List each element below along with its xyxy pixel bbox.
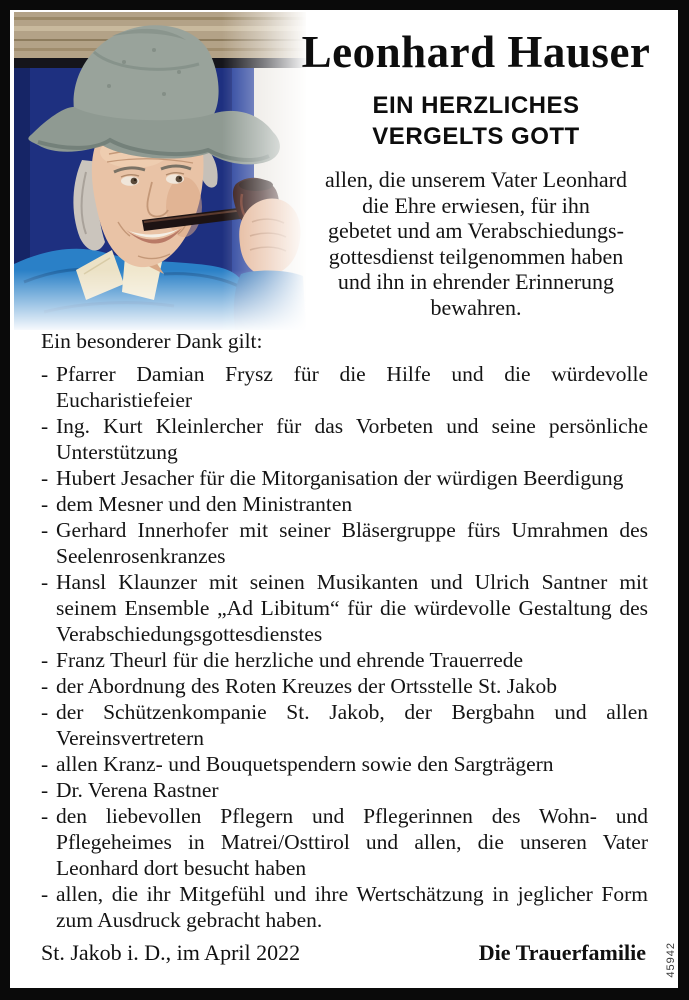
list-item [41,361,648,413]
dash-bullet: - [41,778,49,802]
list-item [41,517,648,569]
footer [41,940,646,966]
dash-bullet: - [41,570,49,594]
dash-bullet: - [41,700,49,724]
intro-paragraph [282,167,670,320]
subtitle-line-2: VERGELTS GOTT [372,123,580,150]
list-item [41,673,648,699]
thanks-section [41,328,648,933]
list-item-text: Pfarrer Damian Frysz für die Hilfe und die würdevolle Eucharistiefeier [56,362,648,412]
list-item-text: der Schützenkompanie St. Jakob, der Bergbahn und allen Vereinsvertretern [56,700,648,750]
list-item-text: dem Mesner und den Ministranten [56,492,353,516]
list-item-text: Franz Theurl für die herzliche und ehrende Trauerrede [56,648,524,672]
intro-line: allen, die unserem Vater Leonhard [325,167,627,192]
intro-line: die Ehre erwiesen, für ihn [362,192,590,218]
intro-line: und ihn in ehrender Erinnerung [337,269,615,294]
print-number: 45942 [665,942,677,978]
subtitle-line-1: EIN HERZLICHES [372,92,580,119]
dash-bullet: - [41,804,49,828]
list-item-text: Ing. Kurt Kleinlercher für das Vorbeten und seine persönliche Unterstützung [56,414,648,464]
dash-bullet: - [41,882,49,906]
portrait-illustration [14,12,306,330]
dash-bullet: - [41,674,49,698]
photo-bottom-fade [14,270,306,330]
list-item-text: den liebevollen Pflegern und Pflegerinnen des Wohn- und Pflegeheimes in Matrei/Osttirol und allen, die unseren Vater Leonhard dort besucht haben [56,804,648,880]
list-item [41,465,648,491]
dash-bullet: - [41,466,49,490]
deceased-name: Leonhard Hauser [301,27,651,77]
subtitle [282,90,670,152]
dash-bullet: - [41,518,49,542]
list-item [41,881,648,933]
list-item-text: allen Kranz- und Bouquetspendern sowie den Sargträgern [56,752,554,776]
portrait-photo [14,12,306,330]
list-item [41,777,648,803]
header [282,26,670,320]
dash-bullet: - [41,648,49,672]
list-item [41,491,648,517]
list-item [41,569,648,647]
list-item-text: Gerhard Innerhofer mit seiner Bläsergruppe fürs Umrahmen des Seelenrosenkranzes [56,518,648,568]
list-item [41,751,648,777]
dash-bullet: - [41,752,49,776]
list-item-text: Dr. Verena Rastner [56,778,219,802]
list-item-text: allen, die ihr Mitgefühl und ihre Wertschätzung in jeglicher Form zum Ausdruck gebracht haben. [56,882,648,932]
place-date: St. Jakob i. D., im April 2022 [41,940,301,965]
list-item-text: Hansl Klaunzer mit seinen Musikanten und Ulrich Santner mit seinem Ensemble „Ad Libitum“ für die würdevolle Gestaltung des Verabschiedungsgottesdienstes [56,570,648,646]
dash-bullet: - [41,362,49,386]
intro-line: gebetet und am Verabschiedungs- [328,218,624,243]
paper [10,10,678,988]
list-item-text: der Abordnung des Roten Kreuzes der Ortsstelle St. Jakob [56,674,557,698]
dash-bullet: - [41,492,49,516]
mourning-family-signature: Die Trauerfamilie [478,940,646,965]
list-item [41,647,648,673]
dash-bullet: - [41,414,49,438]
list-item [41,803,648,881]
thanks-heading: Ein besonderer Dank gilt: [41,329,263,353]
intro-line: gottesdienst teilgenommen haben [328,243,624,269]
intro-line: bewahren. [430,294,522,320]
list-item [41,413,648,465]
list-item-text: Hubert Jesacher für die Mitorganisation der würdigen Beerdigung [56,466,624,490]
list-item [41,699,648,751]
